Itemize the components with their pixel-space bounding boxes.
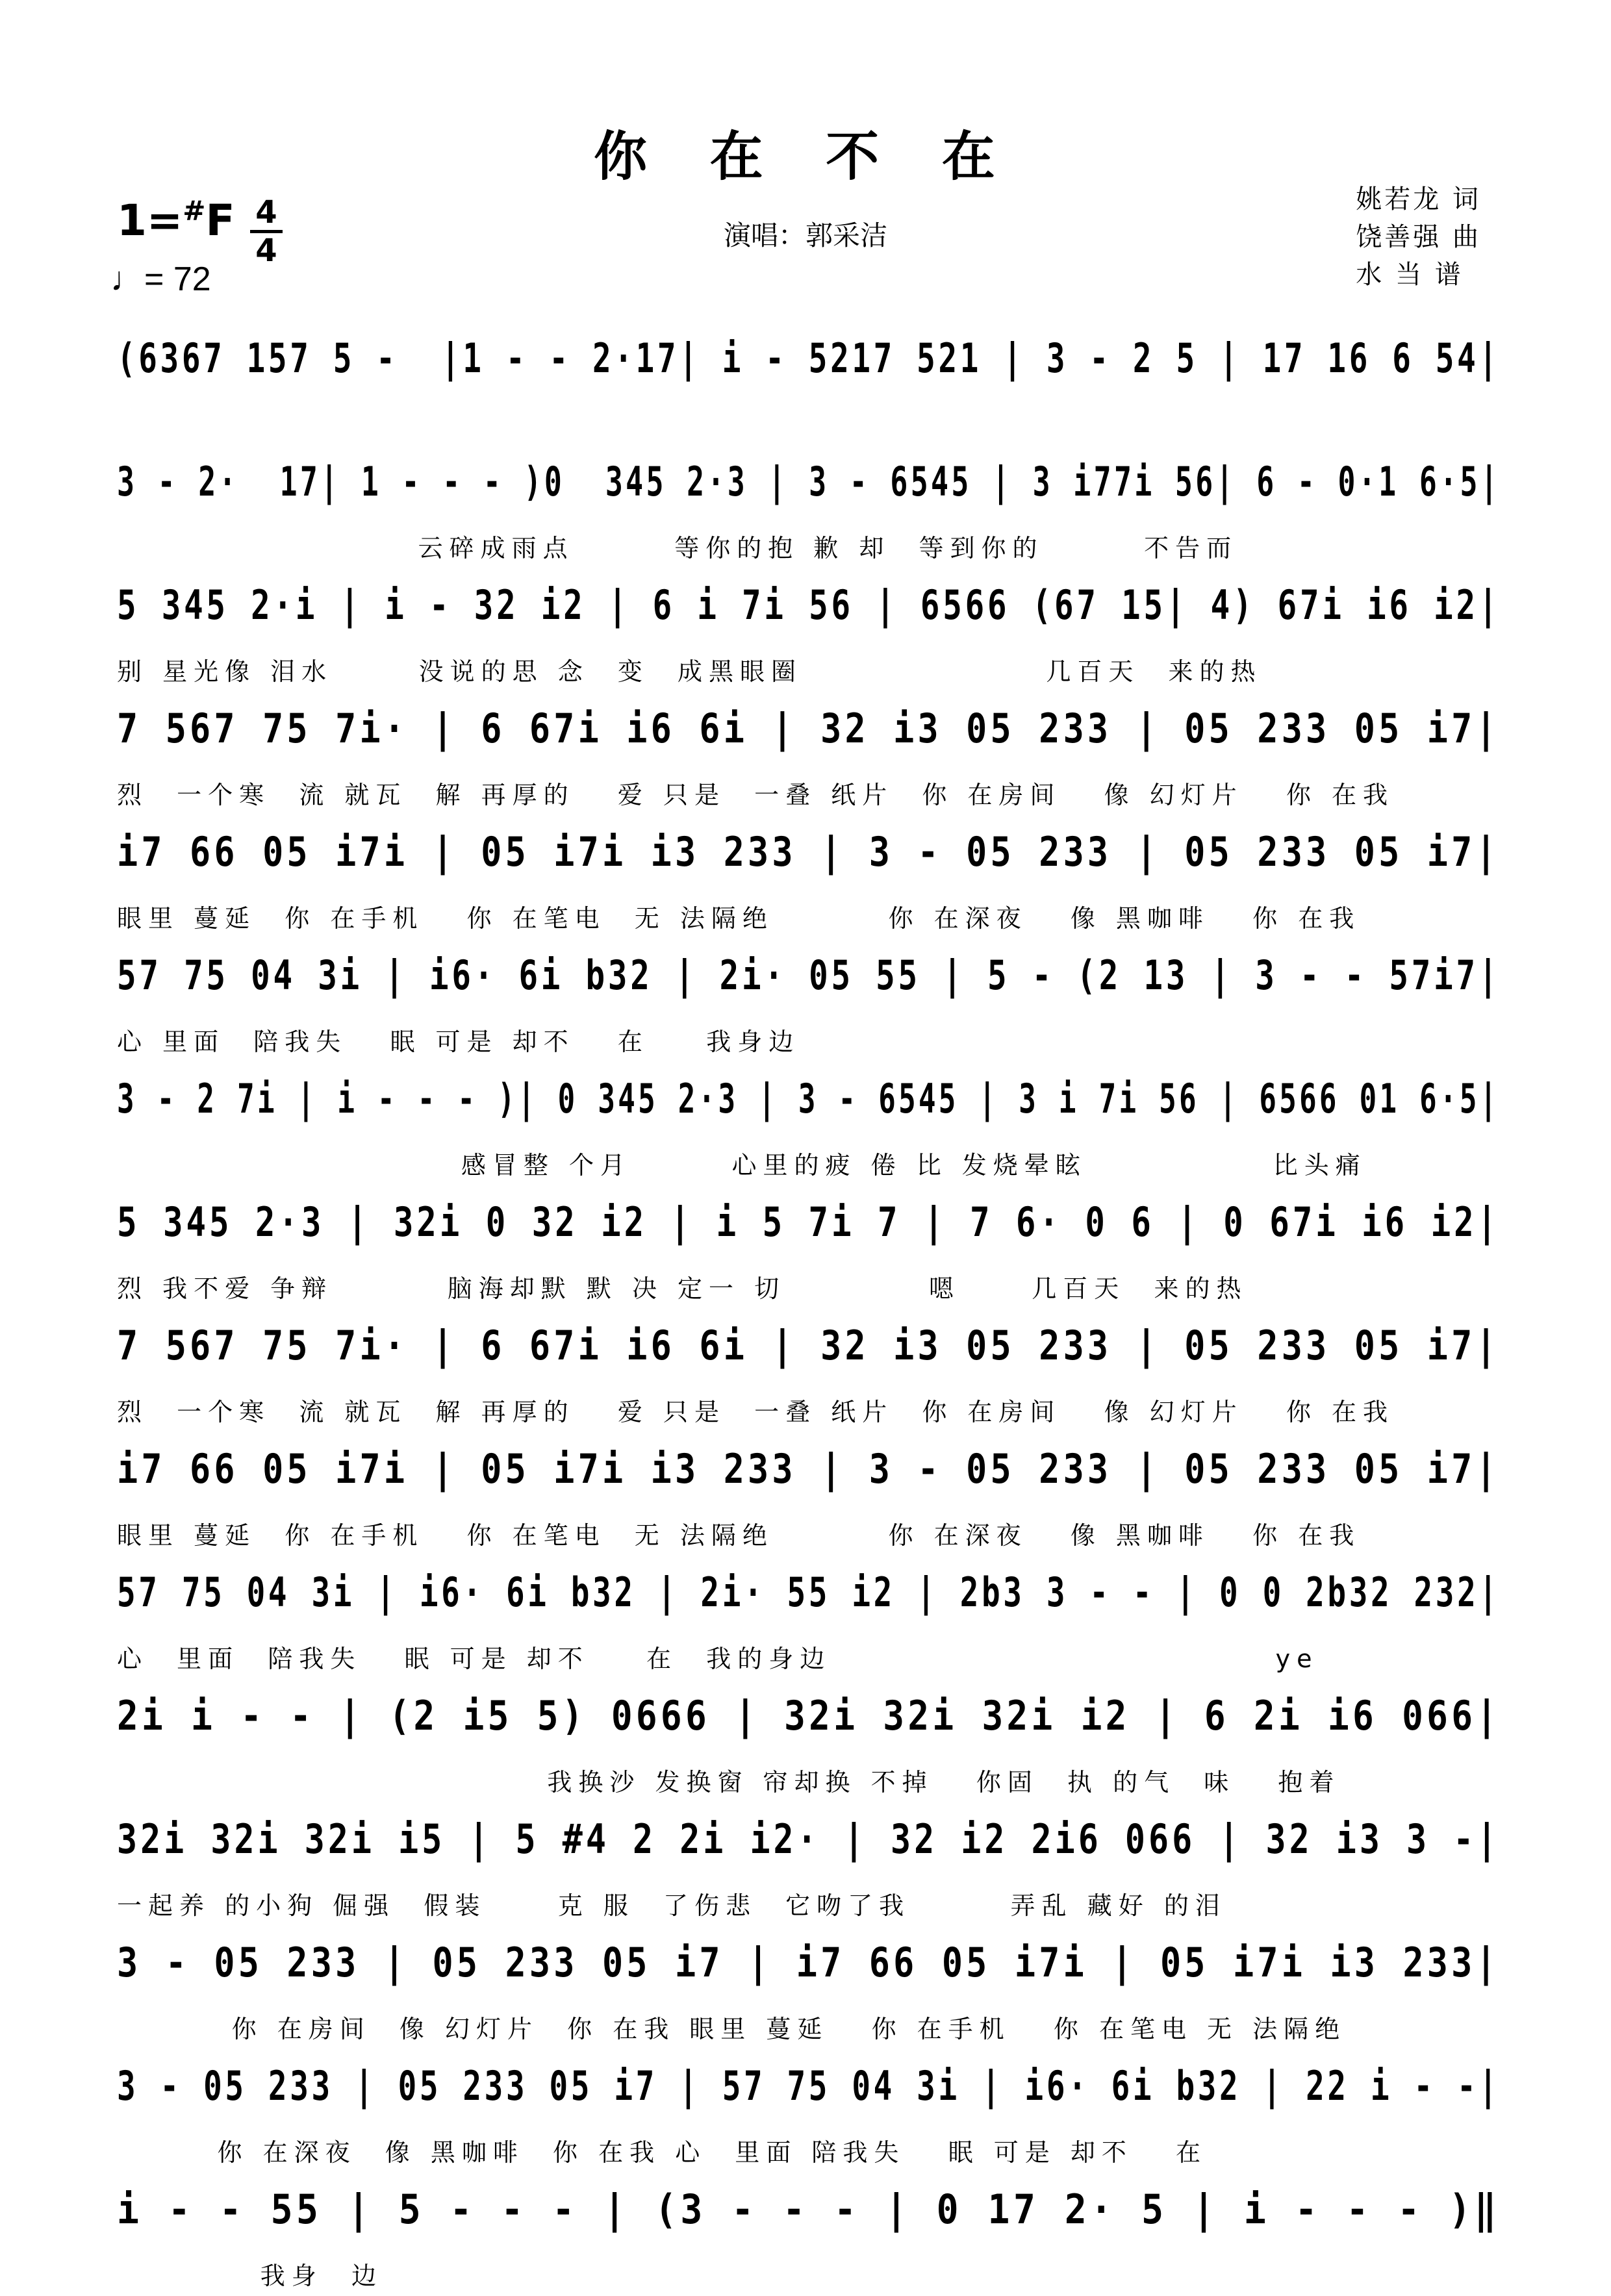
score-system: [117, 1198, 1501, 1309]
score-system: [117, 581, 1501, 692]
sharp-sign: #: [183, 195, 206, 227]
score-system: [117, 1322, 1501, 1432]
lyric-line: 心 里面 陪我失 眠 可是 却不 在 我身边: [117, 1028, 800, 1056]
notation-line: 32i 32i 32i i5 | 5 #4 2 2i i2· | 32 i2 2i6 066 | 32 i3 3 -|: [117, 1815, 1501, 1863]
score-system: [117, 1692, 1501, 1802]
notation-line: i7 66 05 i7i | 05 i7i i3 233 | 3 - 05 233 | 05 233 05 i7|: [117, 828, 1500, 876]
notation-line: 3 - 2· 17| 1 - - - )0 345 2·3 | 3 - 6545 | 3 i77i 56| 6 - 0·1 6·5|: [117, 458, 1501, 505]
meter-bottom: 4: [255, 233, 277, 269]
score-system: [117, 1939, 1501, 2049]
notation-line: i - - 55 | 5 - - - | (3 - - - | 0 17 2· 5 | i - - - )‖: [117, 2186, 1501, 2233]
score-system: [117, 458, 1501, 568]
notation-line: 2i i - - | (2 i5 5) 0666 | 32i 32i 32i i2 | 6 2i i6 066|: [117, 1692, 1501, 1739]
lyric-line: 云碎成雨点 等你的抱 歉 却 等到你的 不告而: [117, 534, 1238, 562]
notation-line: 5 345 2·i | i - 32 i2 | 6 i 7i 56 | 6566 (67 15| 4) 67i i6 i2|: [117, 581, 1501, 629]
key-note: F: [205, 196, 235, 246]
lyric-line: 烈 一个寒 流 就瓦 解 再厚的 爱 只是 一叠 纸片 你 在房间 像 幻灯片 你 在我: [117, 1398, 1395, 1426]
song-title: 你 在 不 在: [594, 126, 1017, 188]
lyric-line: 眼里 蔓延 你 在手机 你 在笔电 无 法隔绝 你 在深夜 像 黑咖啡 你 在我: [117, 904, 1361, 933]
score-system: [117, 1815, 1501, 1926]
lyric-line: 烈 一个寒 流 就瓦 解 再厚的 爱 只是 一叠 纸片 你 在房间 像 幻灯片 你 在我: [117, 781, 1395, 809]
lyric-line: 一起养 的小狗 倔强 假装 克 服 了伤悲 它吻了我 弄乱 藏好 的泪: [117, 1891, 1226, 1920]
lyric-line: 心 里面 陪我失 眠 可是 却不 在 我的身边 ye: [117, 1645, 1319, 1673]
key-label: 1=: [117, 196, 183, 246]
score-system: [117, 1445, 1501, 1556]
transcriber-credit: 水 当 谱: [1356, 260, 1464, 290]
lyric-line: 我换沙 发换窗 帘却换 不掉 你固 执 的气 味 抱着: [117, 1768, 1341, 1797]
lyric-line: 你 在房间 像 幻灯片 你 在我 眼里 蔓延 你 在手机 你 在笔电 无 法隔绝: [117, 2015, 1347, 2043]
score-system: [117, 828, 1501, 939]
lyric-line: 你 在深夜 像 黑咖啡 你 在我 心 里面 陪我失 眠 可是 却不 在: [117, 2138, 1208, 2167]
notation-line: 57 75 04 3i | i6· 6i b32 | 2i· 55 i2 | 2b3 3 - - | 0 0 2b32 232|: [117, 1569, 1501, 1616]
singer-credit: 演唱：郭采洁: [723, 220, 887, 251]
score-system: [117, 705, 1501, 815]
notation-line: (6367 157 5 - |1 - - 2·17| i - 5217 521 | 3 - 2 5 | 17 16 6 54|: [117, 334, 1501, 382]
notation-line: 3 - 05 233 | 05 233 05 i7 | i7 66 05 i7i | 05 i7i i3 233|: [117, 1939, 1500, 1986]
notation-line: i7 66 05 i7i | 05 i7i i3 233 | 3 - 05 233 | 05 233 05 i7|: [117, 1445, 1500, 1493]
notation-line: 7 567 75 7i· | 6 67i i6 6i | 32 i3 05 233 | 05 233 05 i7|: [117, 1322, 1500, 1369]
notation-line: 7 567 75 7i· | 6 67i i6 6i | 32 i3 05 233 | 05 233 05 i7|: [117, 705, 1500, 752]
meter-top: 4: [255, 194, 277, 231]
score-system: [117, 2062, 1501, 2173]
lyricist-credit: 姚若龙 词: [1356, 184, 1481, 214]
tempo-mark: ♩= 72: [110, 260, 211, 298]
score-system: [117, 334, 1501, 445]
lyric-line: 眼里 蔓延 你 在手机 你 在笔电 无 法隔绝 你 在深夜 像 黑咖啡 你 在我: [117, 1521, 1361, 1550]
score-system: [117, 952, 1501, 1062]
score-system: [117, 1569, 1501, 1679]
credits-block: [1356, 181, 1481, 294]
score-system: [117, 1075, 1501, 1185]
lyric-line: 别 星光像 泪水 没说的思 念 变 成黑眼圈 几百天 来的热: [117, 657, 1262, 686]
lyric-line: 烈 我不爱 争辩 脑海却默 默 决 定一 切 嗯 几百天 来的热: [117, 1274, 1248, 1303]
score-system: [117, 2186, 1501, 2296]
notation-line: 57 75 04 3i | i6· 6i b32 | 2i· 05 55 | 5 - (2 13 | 3 - - 57i7|: [117, 952, 1501, 999]
notation-line: 3 - 2 7i | i - - - )| 0 345 2·3 | 3 - 6545 | 3 i 7i 56 | 6566 01 6·5|: [117, 1075, 1500, 1122]
lyric-line: 我身 边: [117, 2262, 383, 2290]
lyric-line: 感冒整 个月 心里的疲 倦 比 发烧晕眩 比头痛: [117, 1151, 1367, 1180]
composer-credit: 饶善强 曲: [1356, 222, 1481, 252]
notation-line: 5 345 2·3 | 32i 0 32 i2 | i 5 7i 7 | 7 6· 0 6 | 0 67i i6 i2|: [117, 1198, 1501, 1246]
notation-line: 3 - 05 233 | 05 233 05 i7 | 57 75 04 3i | i6· 6i b32 | 22 i - -|: [117, 2062, 1501, 2110]
